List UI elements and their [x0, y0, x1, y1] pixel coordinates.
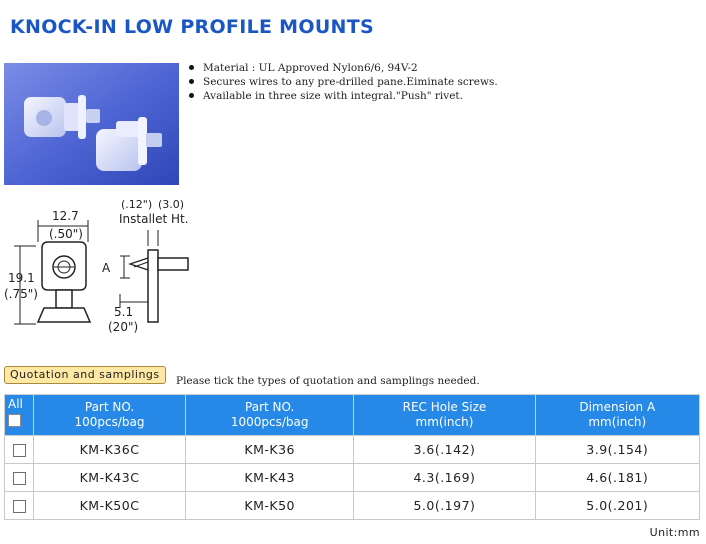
dimension-drawing [2, 196, 202, 338]
table-cell: KM-K43C [34, 464, 186, 492]
product-photo [4, 63, 179, 185]
depth-in-label: (20") [108, 320, 139, 334]
feature-list [187, 61, 498, 103]
bullet-icon [189, 93, 194, 98]
table-cell: KM-K43 [186, 464, 354, 492]
select-all-cell [5, 395, 34, 436]
table-cell: 4.6(.181) [535, 464, 699, 492]
depth-mm-label: 5.1 [114, 305, 134, 319]
row-checkbox-cell [5, 492, 34, 520]
row-checkbox-cell [5, 436, 34, 464]
width-in-label: (.50") [49, 227, 83, 241]
installed-height-label: Installet Ht. [119, 212, 189, 226]
column-header: Dimension A mm(inch) [535, 395, 699, 436]
quotation-button[interactable]: Quotation and samplings [4, 366, 166, 384]
table-cell: 3.6(.142) [354, 436, 535, 464]
table-cell: 3.9(.154) [535, 436, 699, 464]
installed-mm-label: (3.0) [158, 198, 185, 211]
column-header: Part NO. 100pcs/bag [34, 395, 186, 436]
column-header: Part NO. 1000pcs/bag [186, 395, 354, 436]
row-checkbox-cell [5, 464, 34, 492]
select-all-label: All [8, 397, 23, 411]
table-cell: 5.0(.197) [354, 492, 535, 520]
table-cell: 4.3(.169) [354, 464, 535, 492]
table-cell: 5.0(.201) [535, 492, 699, 520]
bullet-icon [189, 79, 194, 84]
feature-item: Material : UL Approved Nylon6/6, 94V-2 [187, 61, 498, 75]
table-row [5, 492, 700, 520]
dimension-a-label: A [102, 261, 111, 275]
quotation-note: Please tick the types of quotation and samplings needed. [176, 375, 480, 387]
installed-in-label: (.12") [121, 198, 153, 211]
width-mm-label: 12.7 [52, 209, 79, 223]
parts-table [4, 394, 700, 520]
column-header: REC Hole Size mm(inch) [354, 395, 535, 436]
table-row [5, 436, 700, 464]
height-in-label: (.75") [4, 287, 38, 301]
unit-label: Unit:mm [649, 526, 700, 539]
table-cell: KM-K36 [186, 436, 354, 464]
page-title: KNOCK-IN LOW PROFILE MOUNTS [10, 16, 375, 38]
table-header-row [5, 395, 700, 436]
height-mm-label: 19.1 [8, 271, 35, 285]
table-cell: KM-K36C [34, 436, 186, 464]
table-cell: KM-K50 [186, 492, 354, 520]
table-cell: KM-K50C [34, 492, 186, 520]
table-row [5, 464, 700, 492]
bullet-icon [189, 65, 194, 70]
row-checkbox[interactable] [13, 444, 26, 457]
feature-item: Available in three size with integral."Push" rivet. [187, 89, 498, 103]
row-checkbox[interactable] [13, 472, 26, 485]
feature-item: Secures wires to any pre-drilled pane.Eiminate screws. [187, 75, 498, 89]
select-all-checkbox[interactable] [8, 414, 21, 427]
row-checkbox[interactable] [13, 500, 26, 513]
